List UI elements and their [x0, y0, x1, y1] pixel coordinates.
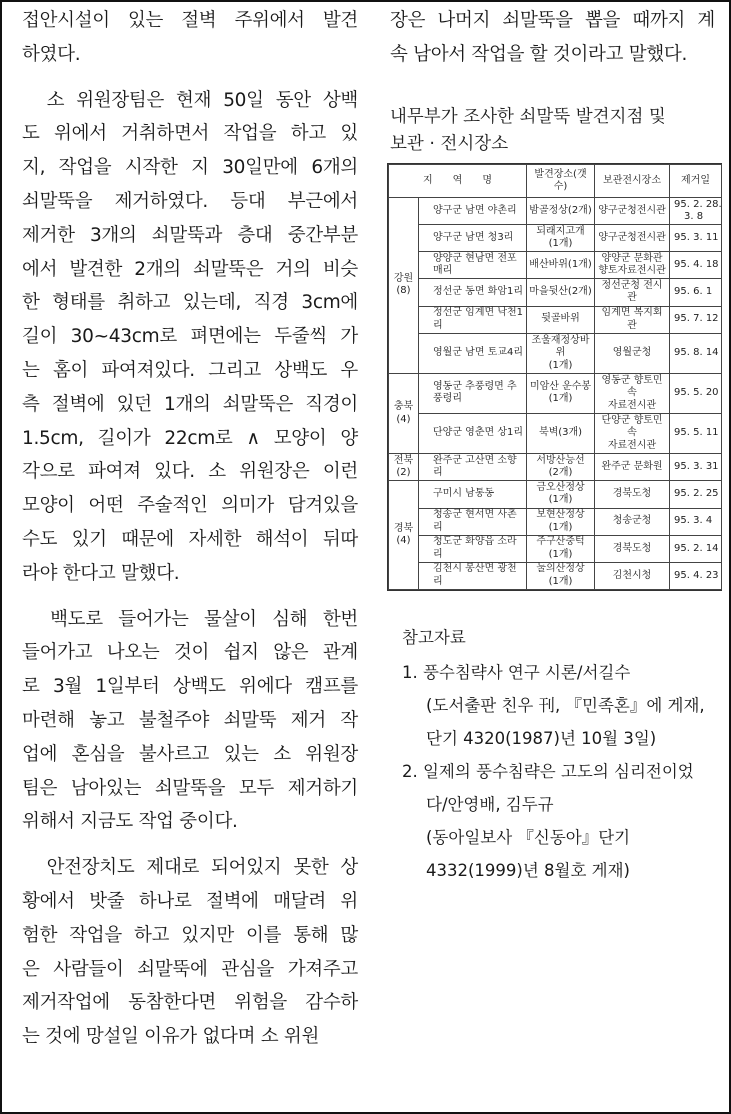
table-row: [389, 535, 722, 562]
loc-cell: 완주군 고산면 소향리: [419, 454, 527, 481]
text-line: 장은 나머지 쇠말뚝을 뽑을 때까지 계: [390, 10, 715, 31]
reference-line: 단기 4320(1987)년 10월 3일): [426, 729, 657, 748]
table-row: [389, 373, 722, 413]
loc-cell: 정선군 동면 화암1리: [419, 279, 527, 306]
date-cell: 95. 3. 11: [670, 225, 722, 252]
header-found: 발견장소(갯수): [527, 165, 595, 198]
header-date: 제거일: [670, 165, 722, 198]
date-cell: 95. 2. 25: [670, 481, 722, 508]
text-line: 속 남아서 작업을 할 것이라고 말했다.: [390, 43, 688, 65]
text-line: 하였다.: [22, 43, 81, 65]
kept-cell: 청송군청: [595, 508, 670, 535]
kept-cell: 정선군청 전시관: [595, 279, 670, 306]
found-cell: 미암산 운수봉 (1개): [527, 373, 595, 413]
text-line: 모양이 어떤 주술적인 의미가 담겨있을: [22, 495, 358, 517]
date-cell: 95. 2. 14: [670, 535, 722, 562]
table-row: [389, 562, 722, 589]
loc-cell: 양구군 남면 청3리: [419, 225, 527, 252]
loc-cell: 정선군 임계면 낙천1리: [419, 306, 527, 333]
table-title-line: 보관 · 전시장소: [390, 134, 509, 154]
found-cell: 북벽(3개): [527, 414, 595, 454]
text-line: 험한 작업을 하고 있지만 이를 통해 많: [22, 924, 358, 946]
found-cell: 조울재정상바위 (1개): [527, 333, 595, 373]
text-line: 제거작업에 동참한다면 위험을 감수하: [22, 992, 358, 1014]
region-cell: 강원 (8): [389, 198, 419, 374]
text-line: 는 홈이 파여져있다. 그리고 상백도 우: [22, 359, 358, 381]
date-cell: 95. 3. 31: [670, 454, 722, 481]
region-cell: 충북 (4): [389, 373, 419, 453]
text-line: 소 위원장팀은 현재 50일 동안 상백: [22, 89, 358, 111]
kept-cell: 영월군청: [595, 333, 670, 373]
found-cell: 마을뒷산(2개): [527, 279, 595, 306]
text-line: 는 것에 망설일 이유가 없다며 소 위원: [22, 1026, 320, 1048]
continuation-text: [390, 4, 715, 72]
table-row: [389, 198, 722, 225]
found-cell: 밤골정상(2개): [527, 198, 595, 225]
kept-cell: 완주군 문화원: [595, 454, 670, 481]
text-line: 제거한 3개의 쇠말뚝과 층대 중간부분: [22, 224, 358, 246]
table-row: [389, 225, 722, 252]
reference-line: 4332(1999)년 8월호 게재): [426, 861, 630, 880]
table-row: [389, 306, 722, 333]
text-line: 측 절벽에 있던 1개의 쇠말뚝은 직경이: [22, 393, 358, 415]
text-line: 황에서 밧줄 하나로 절벽에 매달려 위: [22, 890, 358, 912]
kept-cell: 임계면 복지회관: [595, 306, 670, 333]
kept-cell: 경북도청: [595, 535, 670, 562]
text-line: 쇠말뚝을 제거하였다. 등대 부근에서: [22, 190, 358, 212]
table-row: [389, 333, 722, 373]
found-cell: 금오산정상 (1개): [527, 481, 595, 508]
left-column: [22, 4, 358, 1054]
region-cell: 경북 (4): [389, 481, 419, 590]
loc-cell: 김천시 봉산면 광천리: [419, 562, 527, 589]
table-title-line: 내무부가 조사한 쇠말뚝 발견지점 및: [390, 107, 666, 127]
text-line: 지, 작업을 시작한 지 30일만에 6개의: [22, 157, 358, 179]
kept-cell: 김천시청: [595, 562, 670, 589]
kept-cell: 단양군 향토민속 자료전시관: [595, 414, 670, 454]
text-line: 각으로 파여져 있다. 소 위원장은 이런: [22, 461, 358, 483]
header-kept: 보관전시장소: [595, 165, 670, 198]
text-line: 위해서 지금도 작업 중이다.: [22, 811, 238, 833]
text-line: 도 위에서 거취하면서 작업을 하고 있: [22, 123, 358, 145]
date-cell: 95. 3. 4: [670, 508, 722, 535]
text-line: 은 사람들이 쇠말뚝에 관심을 가져주고: [22, 958, 358, 980]
reference-line: 2. 일제의 풍수침략은 고도의 심리전이었: [402, 762, 694, 781]
kept-cell: 양구군청전시관: [595, 198, 670, 225]
table-row: [389, 481, 722, 508]
table-row: [389, 279, 722, 306]
loc-cell: 청송군 현서면 사촌리: [419, 508, 527, 535]
stake-table: [387, 163, 722, 591]
text-line: 1.5cm, 길이가 22cm로 ∧ 모양이 양: [22, 427, 358, 449]
text-line: 길이 30~43cm로 펴면에는 두줄씩 가: [22, 326, 358, 348]
text-line: 접안시설이 있는 절벽 주위에서 발견: [22, 10, 358, 31]
found-cell: 보현산정상 (1개): [527, 508, 595, 535]
table-row: [389, 414, 722, 454]
date-cell: 95. 7. 12: [670, 306, 722, 333]
text-line: 마련해 놓고 불철주야 쇠말뚝 제거 작: [22, 709, 358, 731]
date-cell: 95. 8. 14: [670, 333, 722, 373]
text-line: 수도 있기 때문에 자세한 해석이 뒤따: [22, 528, 358, 550]
text-line: 라야 한다고 말했다.: [22, 562, 180, 584]
loc-cell: 영동군 추풍령면 추풍령리: [419, 373, 527, 413]
text-line: 백도로 들어가는 물살이 심해 한번: [22, 608, 358, 630]
date-cell: 95. 6. 1: [670, 279, 722, 306]
text-line: 한 형태를 취하고 있는데, 직경 3cm에: [22, 292, 358, 314]
loc-cell: 영월군 남면 토교4리: [419, 333, 527, 373]
found-cell: 주구산중턱 (1개): [527, 535, 595, 562]
kept-cell: 양구군청전시관: [595, 225, 670, 252]
text-line: 들어가고 나오는 것이 쉽지 않은 관계: [22, 642, 358, 664]
date-cell: 95. 4. 23: [670, 562, 722, 589]
table-row: [389, 454, 722, 481]
loc-cell: 단양군 영춘면 상1리: [419, 414, 527, 454]
kept-cell: 양양군 문화관 향토자료전시관: [595, 252, 670, 279]
table-row: [389, 252, 722, 279]
text-line: 에서 발견한 2개의 쇠말뚝은 거의 비슷: [22, 258, 358, 280]
date-cell: 95. 4. 18: [670, 252, 722, 279]
header-region: 지 역 명: [389, 165, 527, 198]
text-line: 팀은 남아있는 쇠말뚝을 모두 제거하기: [22, 777, 358, 799]
found-cell: 서방산능선 (2개): [527, 454, 595, 481]
region-cell: 전북 (2): [389, 454, 419, 481]
reference-line: 다/안영배, 김두규: [426, 795, 554, 814]
loc-cell: 양구군 남면 야촌리: [419, 198, 527, 225]
found-cell: 배산바위(1개): [527, 252, 595, 279]
table-row: [389, 508, 722, 535]
right-column: [390, 4, 715, 72]
text-line: 로 3월 1일부터 상백도 위에다 캠프를: [22, 676, 358, 698]
table-header-row: [389, 165, 722, 198]
loc-cell: 양양군 현남면 전포매리: [419, 252, 527, 279]
date-cell: 95. 2. 28. 3. 8: [670, 198, 722, 225]
references: [402, 624, 722, 887]
date-cell: 95. 5. 11: [670, 414, 722, 454]
found-cell: 눌의산정상 (1개): [527, 562, 595, 589]
reference-line: (동아일보사 『신동아』단기: [426, 828, 631, 847]
found-cell: 뒷골바위: [527, 306, 595, 333]
text-line: 안전장치도 제대로 되어있지 못한 상: [22, 857, 358, 879]
reference-line: 1. 풍수침략사 연구 시론/서길수: [402, 663, 631, 682]
kept-cell: 경북도청: [595, 481, 670, 508]
loc-cell: 청도군 화양읍 소라리: [419, 535, 527, 562]
references-title: 참고자료: [402, 628, 466, 647]
reference-line: (도서출판 친우 刊, 『민족혼』에 게재,: [426, 696, 705, 715]
found-cell: 되래지고개 (1개): [527, 225, 595, 252]
kept-cell: 영동군 향토민속 자료전시관: [595, 373, 670, 413]
date-cell: 95. 5. 20: [670, 373, 722, 413]
table-title: [390, 104, 710, 158]
loc-cell: 구미시 남통동: [419, 481, 527, 508]
text-line: 업에 혼심을 불사르고 있는 소 위원장: [22, 743, 358, 765]
